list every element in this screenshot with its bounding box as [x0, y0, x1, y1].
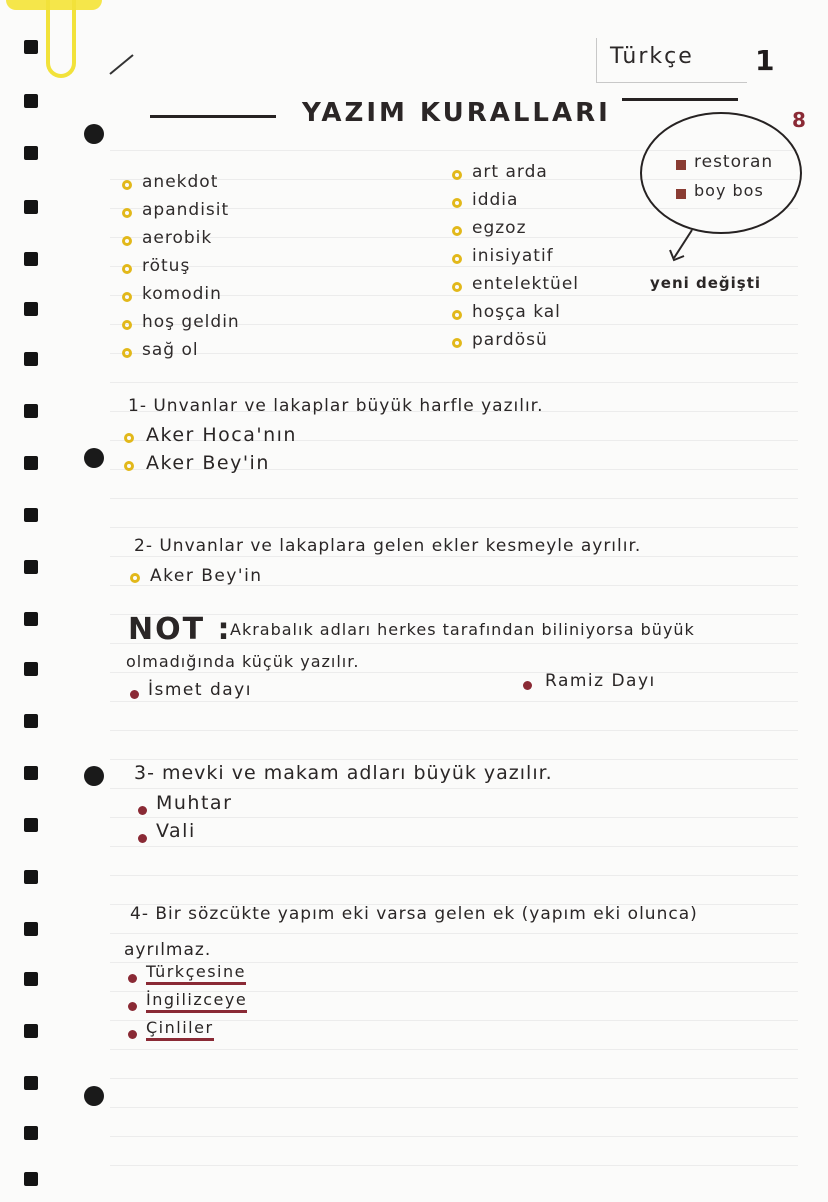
yellow-bullet — [452, 310, 462, 320]
yellow-bullet — [122, 320, 132, 330]
binding-square — [24, 818, 38, 832]
yellow-bullet — [452, 198, 462, 208]
red-bullet — [128, 974, 137, 983]
square-bullet — [676, 160, 686, 170]
word-item: art arda — [472, 162, 548, 182]
binding-square — [24, 302, 38, 316]
binder-clip — [46, 0, 76, 78]
yellow-bullet — [122, 236, 132, 246]
word-item: komodin — [142, 284, 222, 304]
note-example: Ramiz Dayı — [545, 671, 656, 691]
word-item: rötuş — [142, 256, 191, 276]
word-item: egzoz — [472, 218, 527, 238]
binding-square — [24, 456, 38, 470]
yellow-bullet — [124, 433, 134, 443]
binding-square — [24, 766, 38, 780]
note-example: İsmet dayı — [148, 680, 252, 700]
punch-hole — [84, 1086, 104, 1106]
red-bullet — [138, 834, 147, 843]
rule-2-text: 2- Unvanlar ve lakaplara gelen ekler kesmeyle ayrılır. — [134, 536, 642, 556]
red-bullet — [128, 1002, 137, 1011]
rule-1-example: Aker Bey'in — [146, 452, 270, 474]
ruled-line — [110, 353, 798, 354]
ruled-line — [110, 933, 798, 934]
arrow-icon — [660, 228, 700, 268]
yellow-bullet — [130, 573, 140, 583]
note-text-line2: olmadığında küçük yazılır. — [126, 652, 360, 671]
binding-square — [24, 870, 38, 884]
binding-square — [24, 714, 38, 728]
rule-4-text-line2: ayrılmaz. — [124, 940, 212, 960]
red-bullet — [138, 806, 147, 815]
word-item: iddia — [472, 190, 519, 210]
word-item: hoş geldin — [142, 312, 240, 332]
ruled-line — [110, 817, 798, 818]
pen-mark — [108, 52, 136, 76]
binding-square — [24, 1126, 38, 1140]
binding-square — [24, 560, 38, 574]
yellow-bullet — [122, 208, 132, 218]
title-line-left — [150, 115, 276, 118]
word-item: anekdot — [142, 172, 219, 192]
binding-square — [24, 352, 38, 366]
note-label: NOT : — [128, 612, 232, 647]
red-bullet — [130, 690, 139, 699]
ruled-line — [110, 788, 798, 789]
binding-square — [24, 922, 38, 936]
binding-square — [24, 972, 38, 986]
ruled-line — [110, 1165, 798, 1166]
yellow-bullet — [122, 264, 132, 274]
subject-label: Türkçe — [610, 44, 694, 69]
yellow-bullet — [122, 348, 132, 358]
binding-square — [24, 1024, 38, 1038]
rule-3-example: Muhtar — [156, 792, 233, 814]
corner-mark: 8 — [792, 108, 807, 132]
yellow-bullet — [452, 338, 462, 348]
yellow-bullet — [122, 180, 132, 190]
rule-3-example: Vali — [156, 820, 196, 842]
ruled-line — [110, 1136, 798, 1137]
cloud-item: boy bos — [694, 181, 764, 200]
punch-hole — [84, 448, 104, 468]
binding-square — [24, 252, 38, 266]
word-item: pardösü — [472, 330, 548, 350]
title-line-right — [622, 98, 738, 101]
binding-square — [24, 200, 38, 214]
yellow-bullet — [452, 254, 462, 264]
rule-4-text-line1: 4- Bir sözcükte yapım eki varsa gelen ek (yapım eki olunca) — [130, 904, 698, 924]
rule-2-example: Aker Bey'in — [150, 566, 263, 586]
rule-4-example: Çinliler — [146, 1018, 214, 1041]
ruled-line — [110, 672, 798, 673]
cloud-item: restoran — [694, 152, 774, 172]
word-item: hoşça kal — [472, 302, 561, 322]
rule-1-example: Aker Hoca'nın — [146, 424, 297, 446]
yellow-bullet — [452, 226, 462, 236]
word-item: inisiyatif — [472, 246, 554, 266]
ruled-line — [110, 527, 798, 528]
yellow-bullet — [452, 282, 462, 292]
word-item: apandisit — [142, 200, 230, 220]
ruled-line — [110, 382, 798, 383]
ruled-line — [110, 1049, 798, 1050]
ruled-line — [110, 1107, 798, 1108]
ruled-line — [110, 759, 798, 760]
binding-square — [24, 146, 38, 160]
yellow-bullet — [122, 292, 132, 302]
binding-square — [24, 94, 38, 108]
ruled-line — [110, 875, 798, 876]
word-item: sağ ol — [142, 340, 199, 360]
red-bullet — [128, 1030, 137, 1039]
page-title: YAZIM KURALLARI — [302, 98, 611, 128]
binding-square — [24, 404, 38, 418]
ruled-line — [110, 1078, 798, 1079]
thought-bubble — [640, 112, 802, 234]
binding-square — [24, 1172, 38, 1186]
yellow-bullet — [452, 170, 462, 180]
word-item: entelektüel — [472, 274, 580, 294]
ruled-line — [110, 556, 798, 557]
punch-hole — [84, 124, 104, 144]
rule-3-text: 3- mevki ve makam adları büyük yazılır. — [134, 762, 553, 784]
punch-hole — [84, 766, 104, 786]
red-bullet — [523, 681, 532, 690]
ruled-line — [110, 846, 798, 847]
binding-square — [24, 1076, 38, 1090]
square-bullet — [676, 189, 686, 199]
binding-square — [24, 508, 38, 522]
page-number: 1 — [755, 44, 776, 77]
cloud-caption: yeni değişti — [650, 274, 762, 292]
rule-4-example: Türkçesine — [146, 962, 246, 985]
rule-4-example: İngilizceye — [146, 990, 247, 1013]
yellow-bullet — [124, 461, 134, 471]
ruled-line — [110, 730, 798, 731]
ruled-line — [110, 701, 798, 702]
binding-square — [24, 612, 38, 626]
ruled-line — [110, 498, 798, 499]
binding-square — [24, 40, 38, 54]
rule-1-text: 1- Unvanlar ve lakaplar büyük harfle yazılır. — [128, 396, 544, 416]
word-item: aerobik — [142, 228, 213, 248]
note-text-line1: Akrabalık adları herkes tarafından biliniyorsa büyük — [230, 620, 695, 639]
binding-square — [24, 662, 38, 676]
